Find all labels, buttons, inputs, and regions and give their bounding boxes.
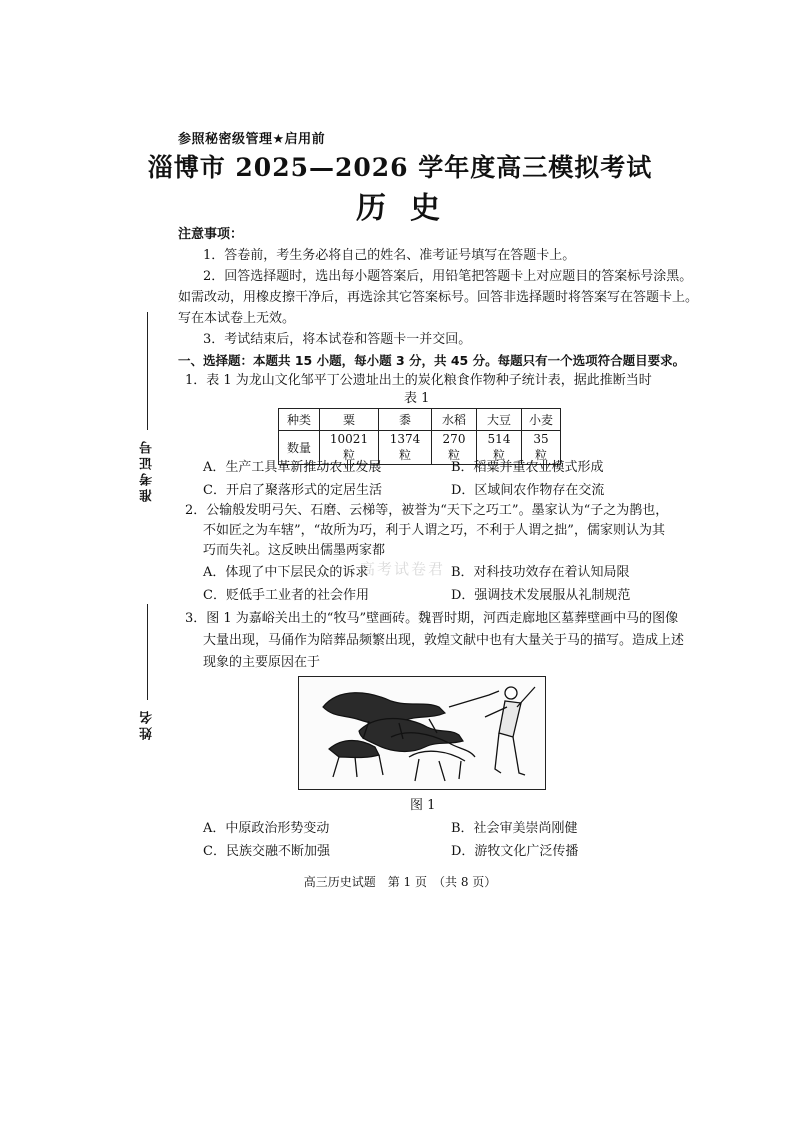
note-2-line-2: 如需改动，用橡皮擦干净后，再选涂其它答案标号。回答非选择题时将答案写在答题卡上。 bbox=[178, 290, 699, 305]
q1-option-c: C．开启了聚落形式的定居生活 bbox=[203, 483, 382, 498]
notes-heading: 注意事项： bbox=[178, 227, 244, 242]
page-footer: 高三历史试题 第 1 页 （共 8 页） bbox=[303, 875, 497, 889]
q3-option-b: B．社会审美崇尚刚健 bbox=[451, 821, 578, 836]
table-cell: 种类 bbox=[279, 409, 320, 431]
table-header-row bbox=[279, 409, 561, 431]
mural-drawing bbox=[299, 677, 545, 789]
q3-option-a: A．中原政治形势变动 bbox=[203, 821, 330, 836]
name-line bbox=[147, 604, 148, 700]
table-cell: 粟 bbox=[320, 409, 379, 431]
table-cell: 1374 粒 bbox=[379, 431, 432, 465]
subject-title: 历史 bbox=[356, 191, 464, 226]
watermark: 高考试卷君 bbox=[360, 560, 446, 578]
table-cell: 大豆 bbox=[477, 409, 522, 431]
q2-stem-line-2: 不如匠之为车辖”，“故所为巧，利于人谓之巧，不利于人谓之拙”，儒家则认为其 bbox=[203, 523, 665, 538]
table-cell: 10021 粒 bbox=[320, 431, 379, 465]
section-heading: 一、选择题：本题共 15 小题，每小题 3 分，共 45 分。每题只有一个选项符合题目要求。 bbox=[178, 353, 686, 368]
exam-title: 淄博市 2025—2026 学年度高三模拟考试 bbox=[147, 153, 653, 182]
q3-option-c: C．民族交融不断加强 bbox=[203, 844, 330, 859]
q3-stem-line-2: 大量出现，马俑作为陪葬品频繁出现，敦煌文献中也有大量关于马的描写。造成上述 bbox=[203, 633, 685, 648]
seed-statistics-table bbox=[278, 408, 561, 465]
exam-id-label: 准考证号 bbox=[140, 438, 155, 502]
note-1: 1．答卷前，考生务必将自己的姓名、准考证号填写在答题卡上。 bbox=[203, 248, 576, 263]
q2-option-a: A．体现了中下层民众的诉求 bbox=[203, 565, 369, 580]
q2-option-c: C．贬低手工业者的社会作用 bbox=[203, 588, 369, 603]
q3-option-d: D．游牧文化广泛传播 bbox=[451, 844, 579, 859]
exam-id-line bbox=[147, 312, 148, 430]
table-cell: 514 粒 bbox=[477, 431, 522, 465]
table-cell: 黍 bbox=[379, 409, 432, 431]
q1-stem: 1．表 1 为龙山文化邹平丁公遗址出土的炭化粮食作物种子统计表，据此推断当时 bbox=[185, 373, 652, 388]
note-2-line-1: 2．回答选择题时，选出每小题答案后，用铅笔把答题卡上对应题目的答案标号涂黑。 bbox=[203, 269, 693, 284]
table-cell: 数量 bbox=[279, 431, 320, 465]
table-caption: 表 1 bbox=[404, 391, 430, 406]
figure-caption: 图 1 bbox=[410, 798, 436, 813]
q1-option-d: D．区域间农作物存在交流 bbox=[451, 483, 605, 498]
q3-stem-line-3: 现象的主要原因在于 bbox=[203, 655, 321, 670]
note-2-line-3: 写在本试卷上无效。 bbox=[178, 311, 296, 326]
q3-stem-line-1: 3．图 1 为嘉峪关出土的“牧马”壁画砖。魏晋时期，河西走廊地区墓葬壁画中马的图像 bbox=[185, 611, 679, 626]
confidentiality-label: 参照秘密级管理★启用前 bbox=[178, 132, 326, 147]
table-cell: 小麦 bbox=[522, 409, 561, 431]
q1-option-b: B．稻粟并重农业模式形成 bbox=[451, 460, 604, 475]
table-cell: 270 粒 bbox=[432, 431, 477, 465]
q2-stem-line-3: 巧而失礼。这反映出儒墨两家都 bbox=[203, 543, 386, 558]
name-label: 姓名 bbox=[140, 708, 155, 740]
table-cell: 水稻 bbox=[432, 409, 477, 431]
q2-stem-line-1: 2．公输般发明弓矢、石磨、云梯等，被誉为“天下之巧工”。墨家认为“子之为鹊也， bbox=[185, 503, 669, 518]
note-3: 3．考试结束后，将本试卷和答题卡一并交回。 bbox=[203, 332, 472, 347]
q1-option-a: A．生产工具革新推动农业发展 bbox=[203, 460, 382, 475]
q2-option-d: D．强调技术发展服从礼制规范 bbox=[451, 588, 631, 603]
horse-herding-mural-image bbox=[298, 676, 546, 790]
q2-option-b: B．对科技功效存在着认知局限 bbox=[451, 565, 630, 580]
table-cell: 35 粒 bbox=[522, 431, 561, 465]
